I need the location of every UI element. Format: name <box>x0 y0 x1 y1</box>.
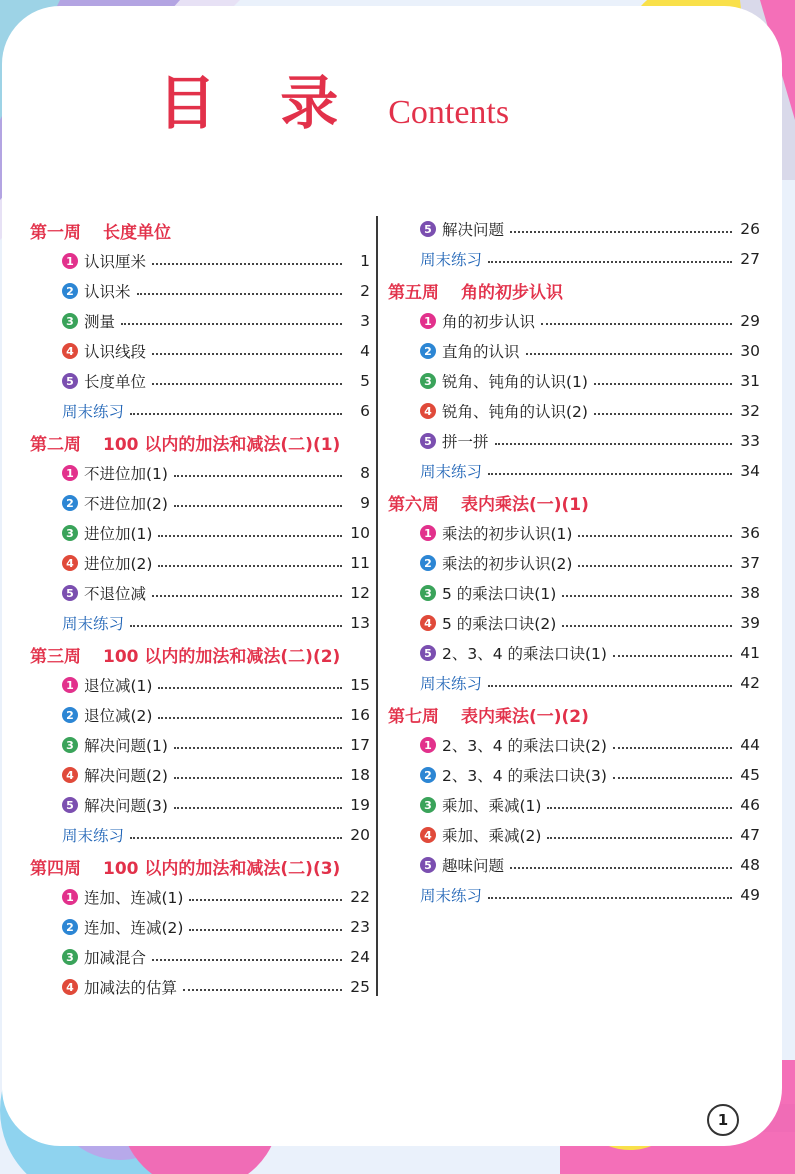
entry-page: 23 <box>350 918 370 936</box>
toc-entry[interactable] <box>30 700 370 730</box>
dot-leader <box>174 475 342 477</box>
entry-title: 长度单位 <box>84 373 147 391</box>
number-badge: 2 <box>62 283 78 299</box>
week-title: 100 以内的加法和减法(二)(1) <box>103 434 341 455</box>
entry-page: 2 <box>360 282 370 300</box>
dot-leader <box>488 473 732 475</box>
week-title: 角的初步认识 <box>461 282 563 303</box>
toc-left-column <box>30 214 370 1002</box>
entry-page: 1 <box>360 252 370 270</box>
dot-leader <box>510 231 732 233</box>
entry-title: 2、3、4 的乘法口诀(1) <box>442 645 607 663</box>
number-badge: 4 <box>62 979 78 995</box>
dot-leader <box>526 353 732 355</box>
toc-entry[interactable] <box>388 820 760 850</box>
review-title: 周末练习 <box>420 887 483 905</box>
dot-leader <box>488 261 732 263</box>
title-english: Contents <box>388 94 510 131</box>
toc-entry[interactable] <box>388 578 760 608</box>
dot-leader <box>613 655 732 657</box>
entry-title: 测量 <box>84 313 116 331</box>
toc-entry[interactable] <box>30 760 370 790</box>
week-heading <box>388 274 760 306</box>
number-badge: 3 <box>420 585 436 601</box>
page-title <box>158 56 510 137</box>
number-badge: 4 <box>420 615 436 631</box>
number-badge: 1 <box>420 737 436 753</box>
entry-title: 乘加、乘减(1) <box>442 797 542 815</box>
toc-entry[interactable] <box>30 790 370 820</box>
entry-page: 18 <box>350 766 370 784</box>
review-entry[interactable] <box>388 880 760 910</box>
week-label: 第一周 <box>30 222 81 243</box>
review-title: 周末练习 <box>62 827 125 845</box>
dot-leader <box>541 323 732 325</box>
week-heading <box>388 698 760 730</box>
dot-leader <box>152 353 342 355</box>
entry-page: 29 <box>740 312 760 330</box>
week-label: 第五周 <box>388 282 439 303</box>
toc-entry[interactable] <box>30 246 370 276</box>
entry-page: 45 <box>740 766 760 784</box>
dot-leader <box>578 565 732 567</box>
entry-title: 拼一拼 <box>442 433 489 451</box>
toc-entry[interactable] <box>388 608 760 638</box>
dot-leader <box>174 807 342 809</box>
number-badge: 4 <box>420 827 436 843</box>
entry-page: 9 <box>360 494 370 512</box>
number-badge: 4 <box>420 403 436 419</box>
week-label: 第二周 <box>30 434 81 455</box>
number-badge: 3 <box>62 949 78 965</box>
toc-entry[interactable] <box>388 366 760 396</box>
number-badge: 3 <box>62 313 78 329</box>
number-badge: 5 <box>420 857 436 873</box>
entry-page: 41 <box>740 644 760 662</box>
number-badge: 1 <box>62 889 78 905</box>
toc-entry[interactable] <box>30 458 370 488</box>
entry-title: 锐角、钝角的认识(2) <box>442 403 588 421</box>
toc-entry[interactable] <box>30 488 370 518</box>
entry-page: 17 <box>350 736 370 754</box>
toc-entry[interactable] <box>30 670 370 700</box>
entry-title: 加减法的估算 <box>84 979 178 997</box>
toc-entry[interactable] <box>388 638 760 668</box>
dot-leader <box>189 929 342 931</box>
dot-leader <box>121 323 342 325</box>
dot-leader <box>152 383 342 385</box>
column-divider <box>376 216 378 996</box>
toc-entry[interactable] <box>30 276 370 306</box>
entry-page: 24 <box>350 948 370 966</box>
week-label: 第三周 <box>30 646 81 667</box>
dot-leader <box>152 263 342 265</box>
number-badge: 5 <box>62 797 78 813</box>
toc-entry[interactable] <box>30 366 370 396</box>
week-heading <box>30 426 370 458</box>
toc-entry[interactable] <box>30 306 370 336</box>
entry-title: 解决问题(1) <box>84 737 168 755</box>
entry-title: 解决问题(2) <box>84 767 168 785</box>
entry-title: 进位加(1) <box>84 525 153 543</box>
number-badge: 3 <box>420 797 436 813</box>
toc-entry[interactable] <box>388 336 760 366</box>
toc-entry[interactable] <box>30 336 370 366</box>
toc-entry[interactable] <box>388 790 760 820</box>
entry-title: 解决问题(3) <box>84 797 168 815</box>
toc-entry[interactable] <box>30 518 370 548</box>
entry-title: 退位减(1) <box>84 677 153 695</box>
entry-page: 10 <box>350 524 370 542</box>
entry-title: 退位减(2) <box>84 707 153 725</box>
title-chinese: 目 录 <box>158 69 361 137</box>
entry-page: 32 <box>740 402 760 420</box>
page-number: 1 <box>707 1104 739 1136</box>
entry-title: 趣味问题 <box>442 857 505 875</box>
review-page: 27 <box>740 250 760 268</box>
entry-page: 46 <box>740 796 760 814</box>
entry-page: 11 <box>350 554 370 572</box>
week-label: 第六周 <box>388 494 439 515</box>
dot-leader <box>189 899 342 901</box>
review-title: 周末练习 <box>420 675 483 693</box>
entry-page: 26 <box>740 220 760 238</box>
toc-entry[interactable] <box>388 730 760 760</box>
dot-leader <box>130 625 342 627</box>
dot-leader <box>152 959 342 961</box>
entry-title: 乘加、乘减(2) <box>442 827 542 845</box>
number-badge: 4 <box>62 555 78 571</box>
entry-page: 5 <box>360 372 370 390</box>
entry-page: 25 <box>350 978 370 996</box>
entry-title: 乘法的初步认识(2) <box>442 555 573 573</box>
dot-leader <box>174 747 342 749</box>
review-entry[interactable] <box>30 396 370 426</box>
entry-page: 30 <box>740 342 760 360</box>
dot-leader <box>158 565 342 567</box>
dot-leader <box>158 535 342 537</box>
entry-title: 不退位减 <box>84 585 147 603</box>
review-page: 34 <box>740 462 760 480</box>
week-title: 表内乘法(一)(1) <box>461 494 589 515</box>
entry-title: 2、3、4 的乘法口诀(2) <box>442 737 607 755</box>
toc-entry[interactable] <box>30 882 370 912</box>
entry-page: 3 <box>360 312 370 330</box>
number-badge: 2 <box>62 707 78 723</box>
toc-entry[interactable] <box>388 548 760 578</box>
toc-entry[interactable] <box>30 548 370 578</box>
dot-leader <box>488 685 732 687</box>
week-heading <box>30 850 370 882</box>
entry-title: 解决问题 <box>442 221 505 239</box>
toc-entry[interactable] <box>388 396 760 426</box>
number-badge: 1 <box>62 465 78 481</box>
dot-leader <box>547 807 732 809</box>
toc-entry[interactable] <box>30 578 370 608</box>
entry-title: 角的初步认识 <box>442 313 536 331</box>
toc-entry[interactable] <box>30 730 370 760</box>
number-badge: 4 <box>62 767 78 783</box>
entry-page: 22 <box>350 888 370 906</box>
entry-title: 锐角、钝角的认识(1) <box>442 373 588 391</box>
entry-title: 直角的认识 <box>442 343 520 361</box>
number-badge: 5 <box>420 645 436 661</box>
toc-entry[interactable] <box>388 518 760 548</box>
week-title: 100 以内的加法和减法(二)(3) <box>103 858 341 879</box>
number-badge: 1 <box>62 253 78 269</box>
week-label: 第七周 <box>388 706 439 727</box>
review-title: 周末练习 <box>62 403 125 421</box>
toc-entry[interactable] <box>388 426 760 456</box>
entry-title: 进位加(2) <box>84 555 153 573</box>
entry-title: 连加、连减(2) <box>84 919 184 937</box>
number-badge: 2 <box>420 767 436 783</box>
number-badge: 2 <box>420 343 436 359</box>
entry-page: 4 <box>360 342 370 360</box>
entry-page: 44 <box>740 736 760 754</box>
entry-page: 15 <box>350 676 370 694</box>
week-heading <box>388 486 760 518</box>
entry-page: 16 <box>350 706 370 724</box>
entry-title: 不进位加(1) <box>84 465 168 483</box>
number-badge: 2 <box>62 495 78 511</box>
toc-right-column <box>388 214 760 910</box>
toc-entry[interactable] <box>388 306 760 336</box>
toc-entry[interactable] <box>388 214 760 244</box>
review-entry[interactable] <box>30 608 370 638</box>
toc-entry[interactable] <box>388 850 760 880</box>
dot-leader <box>562 625 732 627</box>
review-title: 周末练习 <box>420 251 483 269</box>
entry-title: 加减混合 <box>84 949 147 967</box>
review-title: 周末练习 <box>62 615 125 633</box>
number-badge: 3 <box>420 373 436 389</box>
entry-page: 37 <box>740 554 760 572</box>
number-badge: 4 <box>62 343 78 359</box>
number-badge: 5 <box>420 433 436 449</box>
number-badge: 3 <box>62 525 78 541</box>
number-badge: 2 <box>62 919 78 935</box>
dot-leader <box>183 989 342 991</box>
number-badge: 5 <box>62 585 78 601</box>
entry-title: 2、3、4 的乘法口诀(3) <box>442 767 607 785</box>
dot-leader <box>578 535 732 537</box>
review-page: 20 <box>350 826 370 844</box>
toc-entry[interactable] <box>388 760 760 790</box>
review-page: 42 <box>740 674 760 692</box>
entry-page: 36 <box>740 524 760 542</box>
entry-page: 39 <box>740 614 760 632</box>
dot-leader <box>174 505 342 507</box>
dot-leader <box>594 413 732 415</box>
number-badge: 2 <box>420 555 436 571</box>
review-page: 49 <box>740 886 760 904</box>
dot-leader <box>613 747 732 749</box>
dot-leader <box>137 293 342 295</box>
dot-leader <box>130 837 342 839</box>
number-badge: 1 <box>62 677 78 693</box>
dot-leader <box>488 897 732 899</box>
review-entry[interactable] <box>30 820 370 850</box>
week-heading <box>30 638 370 670</box>
entry-page: 47 <box>740 826 760 844</box>
dot-leader <box>495 443 732 445</box>
entry-title: 认识厘米 <box>84 253 147 271</box>
entry-page: 19 <box>350 796 370 814</box>
dot-leader <box>613 777 732 779</box>
entry-page: 8 <box>360 464 370 482</box>
entry-title: 认识线段 <box>84 343 147 361</box>
entry-title: 乘法的初步认识(1) <box>442 525 573 543</box>
entry-page: 33 <box>740 432 760 450</box>
dot-leader <box>174 777 342 779</box>
entry-title: 5 的乘法口诀(1) <box>442 585 557 603</box>
entry-page: 31 <box>740 372 760 390</box>
dot-leader <box>547 837 732 839</box>
dot-leader <box>562 595 732 597</box>
entry-page: 38 <box>740 584 760 602</box>
dot-leader <box>594 383 732 385</box>
dot-leader <box>152 595 342 597</box>
entry-title: 5 的乘法口诀(2) <box>442 615 557 633</box>
dot-leader <box>510 867 732 869</box>
number-badge: 5 <box>420 221 436 237</box>
dot-leader <box>130 413 342 415</box>
number-badge: 3 <box>62 737 78 753</box>
number-badge: 5 <box>62 373 78 389</box>
week-title: 长度单位 <box>103 222 171 243</box>
entry-page: 12 <box>350 584 370 602</box>
number-badge: 1 <box>420 525 436 541</box>
number-badge: 1 <box>420 313 436 329</box>
review-page: 6 <box>360 402 370 420</box>
entry-title: 连加、连减(1) <box>84 889 184 907</box>
toc-entry[interactable] <box>30 912 370 942</box>
entry-title: 认识米 <box>84 283 131 301</box>
review-title: 周末练习 <box>420 463 483 481</box>
review-entry[interactable] <box>388 668 760 698</box>
dot-leader <box>158 717 342 719</box>
week-title: 表内乘法(一)(2) <box>461 706 589 727</box>
review-page: 13 <box>350 614 370 632</box>
review-entry[interactable] <box>388 456 760 486</box>
review-entry[interactable] <box>388 244 760 274</box>
toc-entry[interactable] <box>30 942 370 972</box>
toc-entry[interactable] <box>30 972 370 1002</box>
entry-title: 不进位加(2) <box>84 495 168 513</box>
dot-leader <box>158 687 342 689</box>
week-title: 100 以内的加法和减法(二)(2) <box>103 646 341 667</box>
week-heading <box>30 214 370 246</box>
entry-page: 48 <box>740 856 760 874</box>
week-label: 第四周 <box>30 858 81 879</box>
